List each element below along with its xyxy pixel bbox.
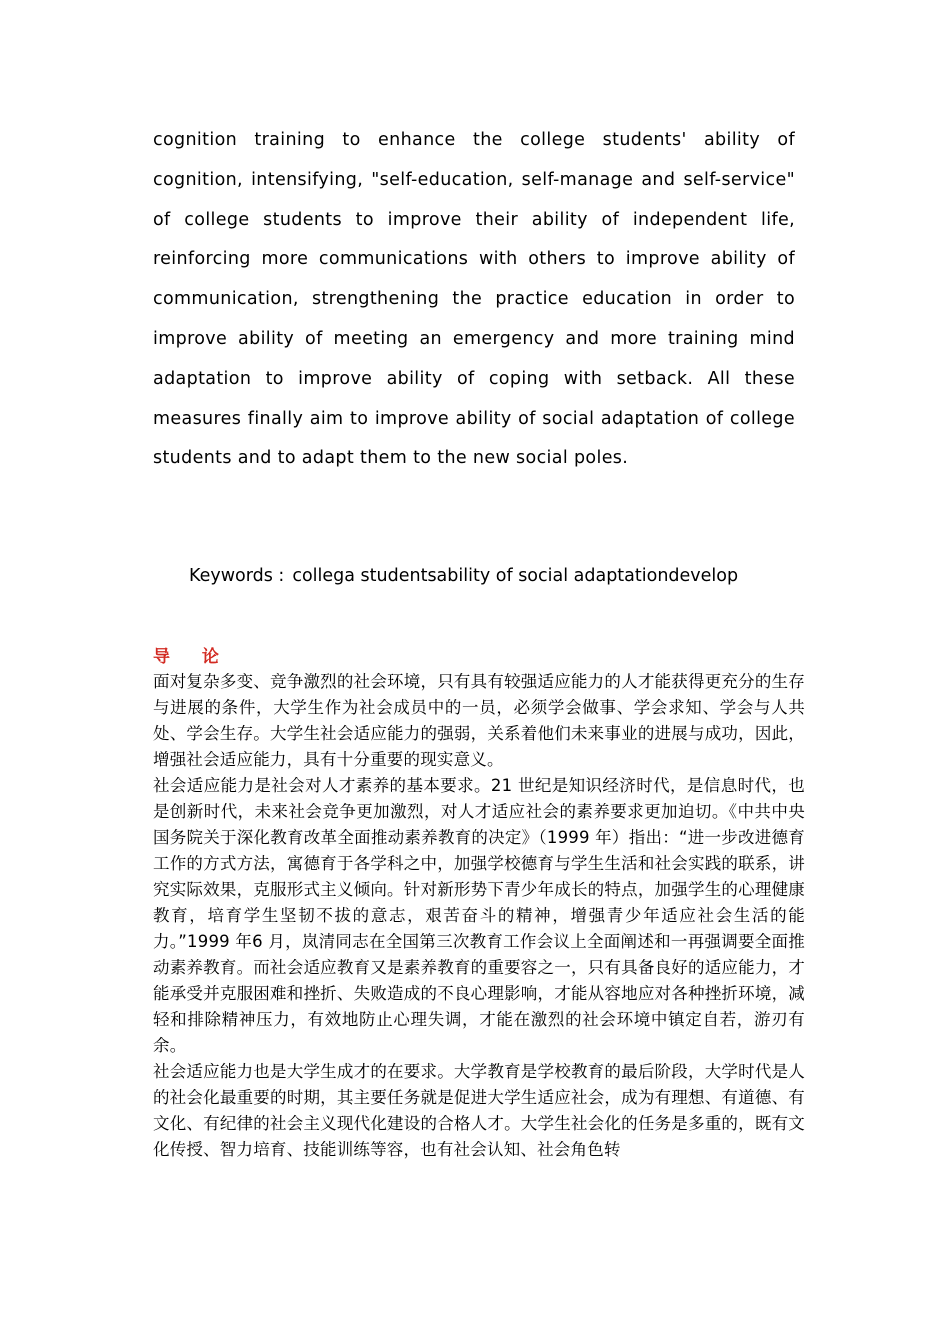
paragraph-2: 社会适应能力是社会对人才素养的基本要求。21 世纪是知识经济时代，是信息时代，也是创新时代，未来社会竞争更加激烈，对人才适应社会的素养要求更加迫切。《中共中央国务院关于深化教育改革全面推动素养教育的决定》（1999 年）指出：“进一步改进德育工作的方式方法，寓德育于各学科之中，加强学校德育与学生生活和社会实践的联系，讲究实际效果，克服形式主义倾向。针对新形势下青少年成长的特点，加强学生的心理健康教育，培育学生坚韧不拔的意志，艰苦奋斗的精神，增强青少年适应社会生活的能力。”1999 年6 月，岚清同志在全国第三次教育工作会议上全面阐述和一再强调要全面推动素养教育。而社会适应教育又是素养教育的重要容之一，只有具备良好的适应能力，才能承受并克服困难和挫折、失败造成的不良心理影响，才能从容地应对各种挫折环境，减轻和排除精神压力，有效地防止心理失调，才能在激烈的社会环境中镇定自若，游刃有余。 bbox=[153, 776, 805, 1055]
english-abstract-text: cognition training to enhance the college students' ability of cognition, intensifying, "self-education, self-manage and self-service" of college students to improve their ability of independent life, reinforcing more communications with others to improve ability of communication, strengthening the practice education in order to improve ability of meeting an emergency and more training mind adaptation to improve ability of coping with setback. All these measures finally aim to improve ability of social adaptation of college students and to adapt them to the new social poles. bbox=[153, 130, 795, 469]
introduction-body bbox=[153, 669, 805, 1163]
keywords-line bbox=[189, 563, 809, 589]
paragraph-1: 面对复杂多变、竞争激烈的社会环境，只有具有较强适应能力的人才能获得更充分的生存与进展的条件，大学生作为社会成员中的一员，必须学会做事、学会求知、学会与人共处、学会生存。大学生社会适应能力的强弱，关系着他们未来事业的进展与成功，因此，增强社会适应能力，具有十分重要的现实意义。 bbox=[153, 672, 805, 769]
keywords-label: Keywords : bbox=[189, 566, 285, 586]
paragraph-3: 社会适应能力也是大学生成才的在要求。大学教育是学校教育的最后阶段，大学时代是人的社会化最重要的时期，其主要任务就是促进大学生适应社会，成为有理想、有道德、有文化、有纪律的社会主义现代化建设的合格人才。大学生社会化的任务是多重的，既有文化传授、智力培育、技能训练等容，也有社会认知、社会角色转 bbox=[153, 1062, 805, 1159]
keywords-value: collega studentsability of social adaptationdevelop bbox=[292, 566, 739, 586]
section-heading-introduction: 导 论 bbox=[153, 647, 232, 667]
